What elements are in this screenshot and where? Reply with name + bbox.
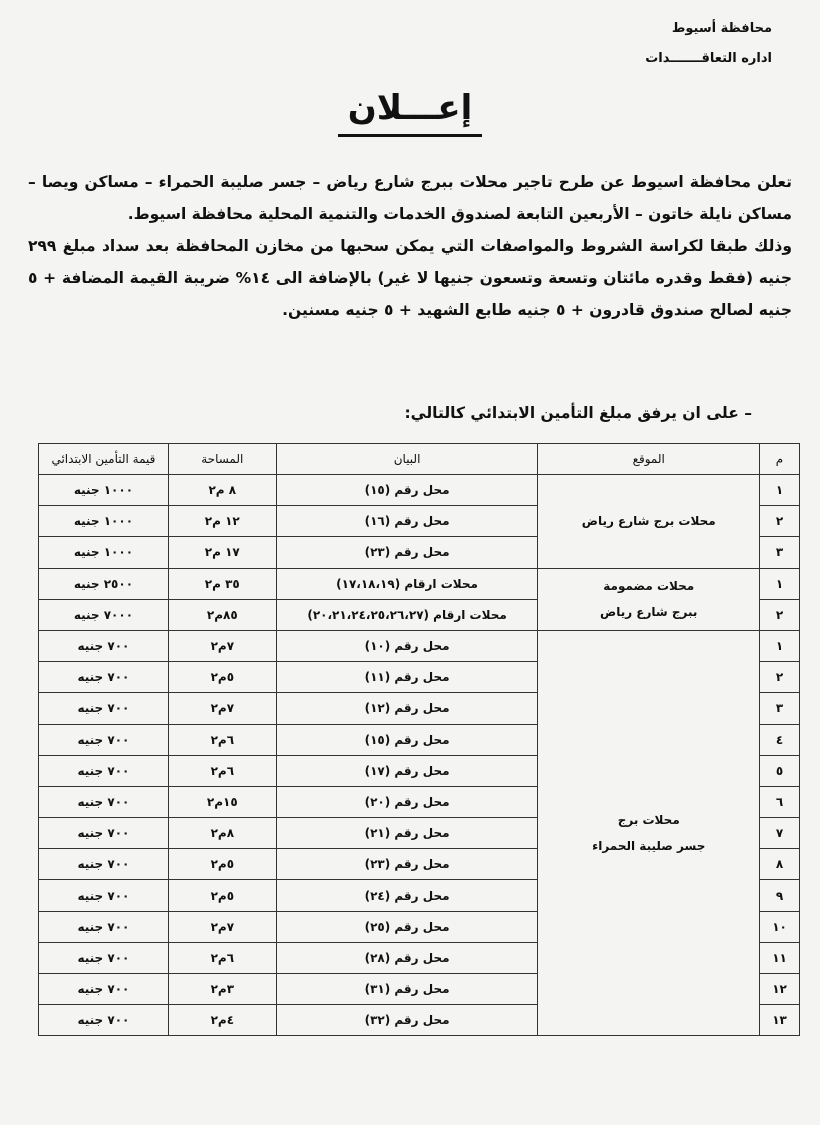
row-num: ٢ <box>760 662 800 693</box>
row-num: ١٣ <box>760 1005 800 1036</box>
header-insurance: قيمة التأمين الابتدائي <box>39 444 169 475</box>
row-num: ٤ <box>760 724 800 755</box>
area-cell: ١٧ م٢ <box>168 537 276 568</box>
description-cell: محل رقم (١٠) <box>276 630 538 661</box>
description-cell: محلات ارقام (١٧،١٨،١٩) <box>276 568 538 599</box>
description-cell: محل رقم (١٥) <box>276 475 538 506</box>
area-cell: ٣٥ م٢ <box>168 568 276 599</box>
description-cell: محل رقم (٢٥) <box>276 911 538 942</box>
table-row <box>39 568 800 599</box>
insurance-cell: ٧٠٠ جنيه <box>39 755 169 786</box>
row-num: ١ <box>760 630 800 661</box>
area-cell: ٦م٢ <box>168 724 276 755</box>
insurance-cell: ٧٠٠ جنيه <box>39 974 169 1005</box>
description-cell: محل رقم (٢١) <box>276 818 538 849</box>
area-cell: ٣م٢ <box>168 974 276 1005</box>
insurance-cell: ٢٥٠٠ جنيه <box>39 568 169 599</box>
row-num: ٩ <box>760 880 800 911</box>
description-cell: محل رقم (٢٣) <box>276 537 538 568</box>
location-line: محلات مضمومة <box>603 579 695 594</box>
insurance-cell: ٧٠٠ جنيه <box>39 724 169 755</box>
area-cell: ٤م٢ <box>168 1005 276 1036</box>
insurance-cell: ٧٠٠ جنيه <box>39 662 169 693</box>
area-cell: ٥م٢ <box>168 849 276 880</box>
insurance-cell: ٧٠٠ جنيه <box>39 818 169 849</box>
area-cell: ٦م٢ <box>168 755 276 786</box>
insurance-cell: ٧٠٠ جنيه <box>39 693 169 724</box>
shops-table <box>38 443 800 1036</box>
row-num: ١ <box>760 568 800 599</box>
row-num: ٧ <box>760 818 800 849</box>
area-cell: ٧م٢ <box>168 630 276 661</box>
location-line: ببرج شارع رياض <box>600 605 698 620</box>
header-location: الموقع <box>538 444 760 475</box>
row-num: ٢ <box>760 599 800 630</box>
insurance-cell: ١٠٠٠ جنيه <box>39 506 169 537</box>
area-cell: ٧م٢ <box>168 911 276 942</box>
description-cell: محل رقم (٢٠) <box>276 786 538 817</box>
row-num: ١٠ <box>760 911 800 942</box>
row-num: ٢ <box>760 506 800 537</box>
area-cell: ٨م٢ <box>168 818 276 849</box>
title-text: إعـــلان <box>338 88 483 137</box>
insurance-cell: ٧٠٠ جنيه <box>39 1005 169 1036</box>
table-header-row <box>39 444 800 475</box>
description-cell: محل رقم (٣١) <box>276 974 538 1005</box>
header-num: م <box>760 444 800 475</box>
announcement-body <box>28 166 792 326</box>
page-title <box>0 88 820 128</box>
row-num: ٥ <box>760 755 800 786</box>
area-cell: ٦م٢ <box>168 942 276 973</box>
insurance-cell: ٧٠٠ جنيه <box>39 880 169 911</box>
insurance-cell: ٧٠٠ جنيه <box>39 786 169 817</box>
row-num: ١٢ <box>760 974 800 1005</box>
insurance-cell: ٧٠٠ جنيه <box>39 630 169 661</box>
insurance-cell: ٧٠٠ جنيه <box>39 942 169 973</box>
location-line: محلات برج <box>617 813 680 828</box>
description-cell: محلات ارقام (٢٠،٢١،٢٤،٢٥،٢٦،٢٧) <box>276 599 538 630</box>
paragraph-1: تعلن محافظة اسيوط عن طرح تاجير محلات ببرج شارع رياض – جسر صليبة الحمراء – مساكن ويصا – مساكن نايلة خاتون – الأربعين التابعة لصندوق الخدمات والتنمية المحلية محافظة اسيوط. <box>28 173 792 223</box>
description-cell: محل رقم (١٦) <box>276 506 538 537</box>
table-row <box>39 475 800 506</box>
insurance-cell: ٧٠٠ جنيه <box>39 911 169 942</box>
area-cell: ٥م٢ <box>168 880 276 911</box>
table-body <box>39 475 800 1036</box>
governorate-name: محافظة أسيوط <box>671 21 772 36</box>
description-cell: محل رقم (٢٤) <box>276 880 538 911</box>
paragraph-2: وذلك طبقا لكراسة الشروط والمواصفات التي يمكن سحبها من مخازن المحافظة بعد سداد مبلغ ٢٩٩ جنيه (فقط وقدره مائتان وتسعة وتسعون جنيها لا غير) بالإضافة الى ١٤% ضريبة القيمة المضافة + ٥ جنيه لصالح صندوق قادرون + ٥ جنيه طابع الشهيد + ٥ جنيه مسنين. <box>28 237 792 319</box>
area-cell: ١٥م٢ <box>168 786 276 817</box>
description-cell: محل رقم (١٧) <box>276 755 538 786</box>
description-cell: محل رقم (٣٢) <box>276 1005 538 1036</box>
description-cell: محل رقم (١٢) <box>276 693 538 724</box>
insurance-cell: ١٠٠٠ جنيه <box>39 475 169 506</box>
location-line: محلات برج شارع رياض <box>581 514 716 529</box>
area-cell: ٨ م٢ <box>168 475 276 506</box>
row-num: ٣ <box>760 693 800 724</box>
insurance-cell: ٧٠٠٠ جنيه <box>39 599 169 630</box>
location-cell <box>538 568 760 630</box>
area-cell: ١٢ م٢ <box>168 506 276 537</box>
row-num: ٦ <box>760 786 800 817</box>
description-cell: محل رقم (١٥) <box>276 724 538 755</box>
description-cell: محل رقم (١١) <box>276 662 538 693</box>
area-cell: ٨٥م٢ <box>168 599 276 630</box>
area-cell: ٧م٢ <box>168 693 276 724</box>
table-row <box>39 630 800 661</box>
row-num: ٣ <box>760 537 800 568</box>
description-cell: محل رقم (٢٣) <box>276 849 538 880</box>
row-num: ١ <box>760 475 800 506</box>
area-cell: ٥م٢ <box>168 662 276 693</box>
location-cell <box>538 475 760 569</box>
description-cell: محل رقم (٢٨) <box>276 942 538 973</box>
insurance-cell: ٧٠٠ جنيه <box>39 849 169 880</box>
department-name: اداره التعاقـــــــدات <box>645 51 772 66</box>
location-line: جسر صليبة الحمراء <box>592 839 706 854</box>
insurance-intro: – على ان يرفق مبلغ التأمين الابتدائي كالتالي: <box>404 404 752 422</box>
location-cell <box>538 630 760 1035</box>
header-description: البيان <box>276 444 538 475</box>
letterhead <box>645 14 772 74</box>
insurance-cell: ١٠٠٠ جنيه <box>39 537 169 568</box>
row-num: ٨ <box>760 849 800 880</box>
header-area: المساحة <box>168 444 276 475</box>
row-num: ١١ <box>760 942 800 973</box>
